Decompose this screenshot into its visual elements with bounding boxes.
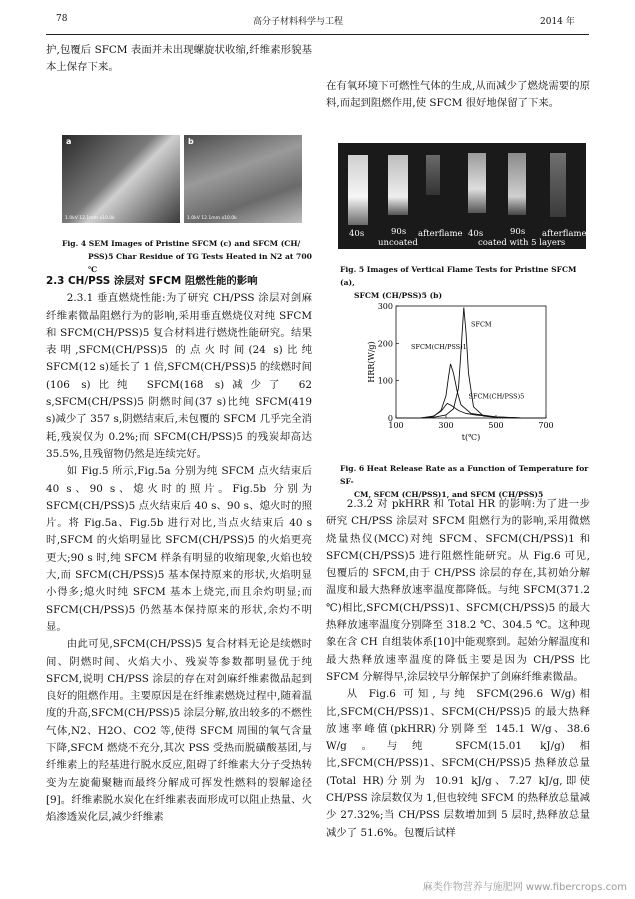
panel-label-a: a bbox=[66, 137, 72, 146]
figure-6-caption-line1: Fig. 6 Heat Release Rate as a Function of Temperature for SF- bbox=[340, 464, 589, 486]
residue-coated-afterflame bbox=[550, 153, 566, 217]
figure-5-caption bbox=[340, 263, 590, 302]
y-tick-label-3: 300 bbox=[377, 302, 393, 311]
watermark: 麻类作物营养与施肥网 www.fibercrops.com bbox=[422, 882, 627, 893]
x-tick-label-0: 100 bbox=[388, 421, 404, 430]
journal-title: 高分子材料科学与工程 bbox=[253, 17, 344, 27]
section-heading-2-3: 2.3 CH/PSS 涂层对 SFCM 阻燃性能的影响 bbox=[46, 275, 258, 287]
label-40s-a: 40s bbox=[349, 229, 365, 239]
figure-5-caption-line2: SFCM (CH/PSS)5 (b) bbox=[354, 291, 443, 300]
figure-4 bbox=[62, 135, 302, 223]
label-afterflame-b: afterflame bbox=[542, 229, 587, 239]
paragraph-fig5-description: 如 Fig.5 所示,Fig.5a 分别为纯 SFCM 点火结束后 40 s、90 s、熄火时的照片。Fig.5b 分别为 SFCM(CH/PSS)5 点火结束后 40 s、90 s、熄火时的照片。将 Fig.5a、Fig.5b 进行对比,当点火结束后 40 s 时,SFCM 的火焰明显比 SFCM(CH/PSS)5 的火焰更亮更大;90 s 时,纯 SFCM 样条有明显的收缩现象,火焰也较大,而 SFCM(CH/PSS)5 基本保持原来的形状,火焰明显小得多;熄火时纯 SFCM 基本上烧完,而且余灼明显;而 SFCM(CH/PSS)5 仍然基本保持原来的形状,余灼不明显。 bbox=[46, 465, 312, 633]
page-number: 78 bbox=[56, 14, 68, 24]
flame-uncoated-40s bbox=[348, 155, 368, 225]
header-rule bbox=[46, 34, 589, 35]
figure-4-caption-line2: PSS)5 Char Residue of TG Tests Heated in N2 at 700 ℃ bbox=[88, 252, 312, 274]
figure-6-hrr-chart bbox=[366, 298, 556, 448]
label-90s-b: 90s bbox=[510, 227, 526, 237]
sem-image-b bbox=[184, 135, 302, 223]
flame-coated-90s bbox=[508, 153, 526, 215]
panel-label-b: b bbox=[188, 137, 194, 146]
scale-bar-b: 1.0kV 12.1mm x10.0k bbox=[187, 216, 237, 221]
left-column bbox=[46, 42, 312, 77]
figure-5 bbox=[338, 143, 586, 249]
paragraph-mechanism: 由此可见,SFCM(CH/PSS)5 复合材料无论是续燃时间、阴燃时间、火焰大小、残炭等参数都明显优于纯 SFCM,说明 CH/PSS 涂层的存在对剑麻纤维素微晶起到良好的阻燃作用。主要原因是在纤维素燃烧过程中,随着温度的升高,SFCM(CH/PSS)5 涂层分解,放出较多的不燃性气体,N2、H2O、CO2 等,使得 SFCM 周围的氧气含量下降,SFCM 燃烧不充分,其次 PSS 受热而脱磺酸基团,与纤维素上的羟基进行脱水反应,阻碍了纤维素大分子受热转变为左旋葡聚糖而最终分解成可挥发性燃料的裂解途径[9]。纤维素脱水炭化在纤维素表面形成可以阻止热量、火焰渗透炭化层,减少纤维素 bbox=[46, 638, 312, 824]
right-column-body bbox=[326, 496, 590, 842]
x-axis-label: t(℃) bbox=[461, 433, 481, 442]
figure-5-caption-line1: Fig. 5 Images of Vertical Flame Tests for Pristine SFCM (a), bbox=[340, 265, 577, 287]
x-tick-label-3: 700 bbox=[538, 421, 554, 430]
figure-4-caption-line1: Fig. 4 SEM Images of Pristine SFCM (c) and SFCM (CH/ bbox=[62, 239, 301, 248]
left-column-body bbox=[46, 273, 312, 827]
right-column-top bbox=[326, 78, 590, 113]
x-tick-label-2: 500 bbox=[488, 421, 504, 430]
series-line-2 bbox=[396, 403, 546, 418]
residue-uncoated-afterflame bbox=[426, 155, 440, 195]
label-uncoated: uncoated bbox=[378, 238, 418, 248]
flame-uncoated-90s bbox=[388, 155, 408, 215]
figure-6-caption-line2: CM, SFCM (CH/PSS)1, and SFCM (CH/PSS)5 bbox=[354, 490, 544, 499]
y-tick-label-0: 0 bbox=[387, 414, 393, 423]
series-label-2: SFCM(CH/PSS)5 bbox=[468, 392, 525, 401]
series-label-1: SFCM(CH/PSS)1 bbox=[411, 342, 467, 351]
journal-year: 2014 年 bbox=[540, 17, 575, 27]
label-coated: coated with 5 layers bbox=[478, 238, 566, 248]
series-label-0: SFCM bbox=[471, 320, 492, 329]
figure-4-caption bbox=[62, 237, 312, 276]
label-40s-b: 40s bbox=[468, 229, 484, 239]
label-90s-a: 90s bbox=[391, 227, 407, 237]
paragraph-vertical-burning: 2.3.1 垂直燃烧性能:为了研究 CH/PSS 涂层对剑麻纤维素微晶阻燃行为的影响,采用垂直燃烧仪对纯 SFCM 和 SFCM(CH/PSS)5 复合材料进行燃烧性能研究。结果表明,SFCM(CH/PSS)5 的点火时间(24 s)比纯 SFCM(12 s)延长了 1 倍,SFCM(CH/PSS)5 的续燃时间(106 s)比纯 SFCM(168 s)减少了 62 s,SFCM(CH/PSS)5 阴燃时间(37 s)比纯 SFCM(419 s)减少了 357 s,阴燃结束后,未包覆的 SFCM 几乎完全消耗,残炭仅为 0.2%;而 SFCM(CH/PSS)5 的残炭却高达 35.5%,且残留物仍然是连续完好。 bbox=[46, 292, 312, 460]
y-axis-label: HRR(W/g) bbox=[367, 341, 376, 383]
y-tick-label-2: 200 bbox=[377, 339, 393, 349]
paragraph-total-hr: 从 Fig.6 可知,与纯 SFCM(296.6 W/g)相比,SFCM(CH/PSS)1、SFCM(CH/PSS)5 的最大热释放速率峰值(pkHRR)分别降至 145.1 W/g、38.6 W/g。与纯 SFCM(15.01 kJ/g)相比,SFCM(CH/PSS)1、SFCM(CH/PSS)5 热释放总量(Total HR)分别为 10.91 kJ/g、7.27 kJ/g,即使 CH/PSS 涂层数仅为 1,但也较纯 SFCM 的热释放总量减少 27.32%;当 CH/PSS 层数增加到 5 层时,热释放总量减少了 51.6%。包覆后试样 bbox=[326, 688, 590, 839]
scale-bar-a: 1.0kV 12.1mm x10.0k bbox=[65, 216, 115, 221]
paragraph-pkhrr: 2.3.2 对 pkHRR 和 Total HR 的影响:为了进一步研究 CH/PSS 涂层对 SFCM 阻燃行为的影响,采用微燃烧量热仪(MCC)对纯 SFCM、SFCM(CH/PSS)1 和 SFCM(CH/PSS)5 进行阻燃性能研究。从 Fig.6 可见,包覆后的 SFCM,由于 CH/PSS 涂层的存在,其初始分解温度和最大热释放速率温度都降低。与纯 SFCM(371.2 ℃)相比,SFCM(CH/PSS)1、SFCM(CH/PSS)5 的最大热释放速率温度分别降至 318.2 ℃、304.5 ℃。这种现象在含 CH 自组装体系[10]中能观察到。起始分解温度和最大热释放速率温度的降低主要是因为 CH/PSS 比 SFCM 分解得早,涂层较早分解保护了剑麻纤维素微晶。 bbox=[326, 498, 590, 683]
paragraph-intro: 护,包覆后 SFCM 表面并未出现螺旋状收缩,纤维素形貌基本上保存下来。 bbox=[46, 44, 312, 74]
flame-coated-40s bbox=[468, 153, 486, 213]
paragraph-continuation: 在有氧环境下可燃性气体的生成,从而减少了燃烧需要的原料,而起到阻燃作用,使 SFCM 很好地保留了下来。 bbox=[326, 80, 590, 110]
x-tick-label-1: 300 bbox=[438, 421, 454, 430]
y-tick-label-1: 100 bbox=[377, 376, 393, 386]
sem-image-a bbox=[62, 135, 180, 223]
label-afterflame-a: afterflame bbox=[418, 229, 463, 239]
